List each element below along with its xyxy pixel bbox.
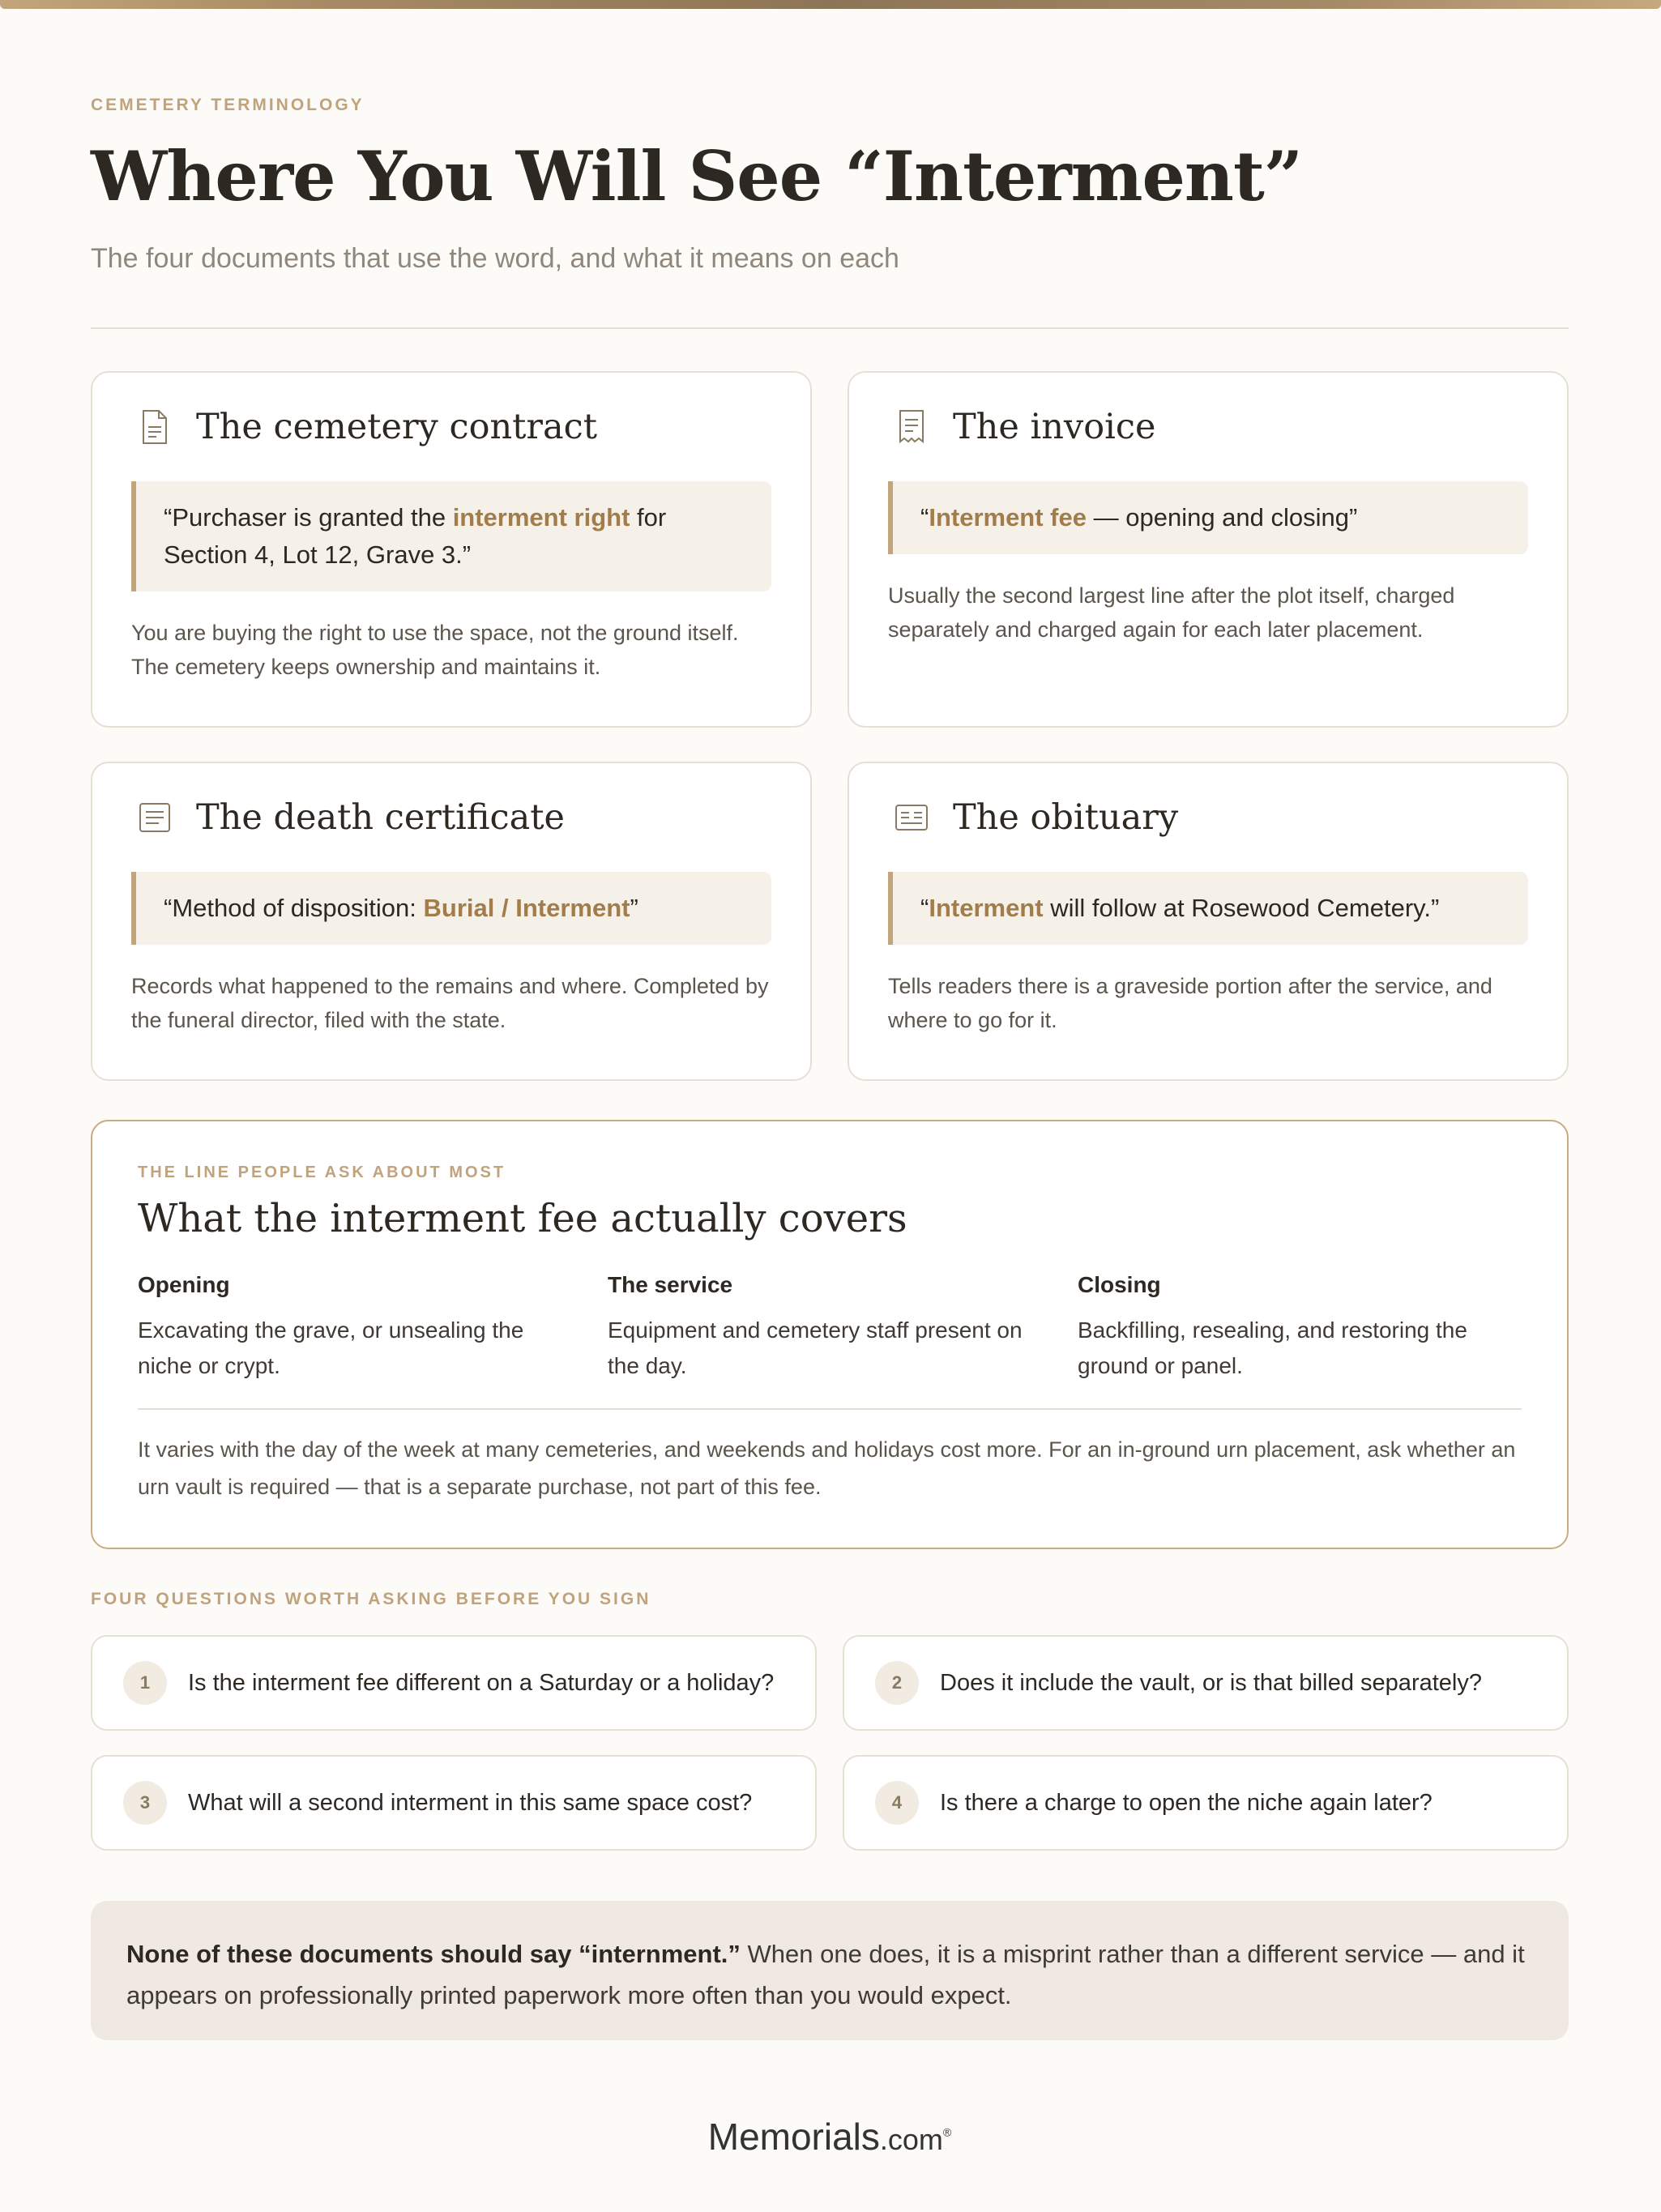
card-header: [895, 407, 1155, 447]
document-quote: [888, 872, 1528, 945]
question-text: What will a second interment in this same space cost?: [188, 1789, 753, 1816]
quote-text: for Section 4, Lot 12, Grave 3.”: [164, 503, 667, 569]
card-obituary: [848, 762, 1569, 1081]
quote-text: “: [920, 894, 929, 922]
card-description: You are buying the right to use the space, not the ground itself. The cemetery keeps ownership and maintains it.: [131, 621, 739, 679]
fee-column-service: [608, 1272, 1045, 1384]
certificate-icon: [138, 799, 172, 836]
fee-column-heading: Opening: [138, 1272, 230, 1297]
fee-title: What the interment fee actually covers: [138, 1196, 907, 1241]
card-header: [138, 797, 565, 838]
quote-text: will follow at Rosewood Cemetery.”: [1043, 894, 1440, 922]
card-cemetery-contract: [91, 371, 812, 728]
callout-bold: None of these documents should say “internment.”: [126, 1940, 741, 1968]
question-text: Is the interment fee different on a Saturday or a holiday?: [188, 1669, 775, 1696]
question-number-badge: 1: [123, 1661, 167, 1705]
question-card: [91, 1635, 817, 1731]
eyebrow-label: CEMETERY TERMINOLOGY: [91, 96, 365, 114]
logo-registered-mark: ®: [942, 2125, 952, 2139]
fee-column-text: Excavating the grave, or unsealing the niche or crypt.: [138, 1317, 524, 1378]
document-icon: [138, 408, 172, 446]
fee-column-text: Equipment and cemetery staff present on the day.: [608, 1317, 1023, 1378]
fee-column-heading: The service: [608, 1272, 733, 1297]
card-description: Records what happened to the remains and where. Completed by the funeral director, filed with the state.: [131, 974, 769, 1032]
fee-column-opening: [138, 1272, 575, 1384]
internment-callout: [91, 1901, 1569, 2040]
quote-text: “Purchaser is granted the: [164, 503, 453, 532]
card-title: The death certificate: [196, 797, 565, 838]
callout-text: When one does, it is a misprint rather than a different service — and it appears on professionally printed paperwork more often than you would expect.: [126, 1940, 1525, 2009]
question-card: [843, 1635, 1569, 1731]
card-description: Usually the second largest line after the plot itself, charged separately and charged again for each later placement.: [888, 583, 1455, 642]
fee-eyebrow: THE LINE PEOPLE ASK ABOUT MOST: [138, 1164, 506, 1181]
logo-wordmark: Memorials: [707, 2116, 880, 2158]
document-quote: [131, 481, 771, 591]
logo-suffix: .com: [879, 2123, 943, 2156]
question-card: [843, 1755, 1569, 1851]
fee-column-text: Backfilling, resealing, and restoring the ground or panel.: [1078, 1317, 1467, 1378]
top-accent-bar: [0, 0, 1661, 9]
quote-highlight: Interment fee: [929, 503, 1087, 532]
fee-column-heading: Closing: [1078, 1272, 1161, 1297]
quote-highlight: Interment: [929, 894, 1044, 922]
question-number-badge: 2: [875, 1661, 919, 1705]
page-title: Where You Will See “Interment”: [91, 136, 1303, 216]
question-number-badge: 4: [875, 1781, 919, 1825]
question-text: Does it include the vault, or is that billed separately?: [940, 1669, 1482, 1696]
card-death-certificate: [91, 762, 812, 1081]
card-title: The cemetery contract: [196, 407, 597, 447]
card-title: The obituary: [953, 797, 1179, 838]
quote-highlight: Burial / Interment: [423, 894, 630, 922]
question-number-badge: 3: [123, 1781, 167, 1825]
document-quote: [131, 872, 771, 945]
quote-text: — opening and closing”: [1087, 503, 1358, 532]
card-invoice: [848, 371, 1569, 728]
card-description: Tells readers there is a graveside portion after the service, and where to go for it.: [888, 974, 1492, 1032]
card-header: [138, 407, 597, 447]
fee-column-closing: [1078, 1272, 1515, 1384]
quote-text: “Method of disposition:: [164, 894, 424, 922]
card-header: [895, 797, 1178, 838]
document-quote: [888, 481, 1528, 554]
interment-fee-panel: [91, 1120, 1569, 1549]
receipt-icon: [895, 408, 929, 446]
page-subtitle: The four documents that use the word, and what it means on each: [91, 243, 899, 274]
fee-divider: [138, 1408, 1522, 1410]
fee-note: It varies with the day of the week at many cemeteries, and weekends and holidays cost more. For an in-ground urn placement, ask whether an urn vault is required — that is a separate purchase, not part of this fee.: [138, 1437, 1516, 1499]
header-divider: [91, 327, 1569, 329]
newspaper-icon: [895, 799, 929, 836]
quote-text: “: [920, 503, 929, 532]
quote-text: ”: [630, 894, 638, 922]
memorials-logo: [91, 2115, 1569, 2159]
quote-highlight: interment right: [452, 503, 630, 532]
questions-eyebrow: FOUR QUESTIONS WORTH ASKING BEFORE YOU SIGN: [91, 1590, 651, 1608]
question-text: Is there a charge to open the niche again later?: [940, 1789, 1433, 1816]
question-card: [91, 1755, 817, 1851]
card-title: The invoice: [953, 407, 1156, 447]
